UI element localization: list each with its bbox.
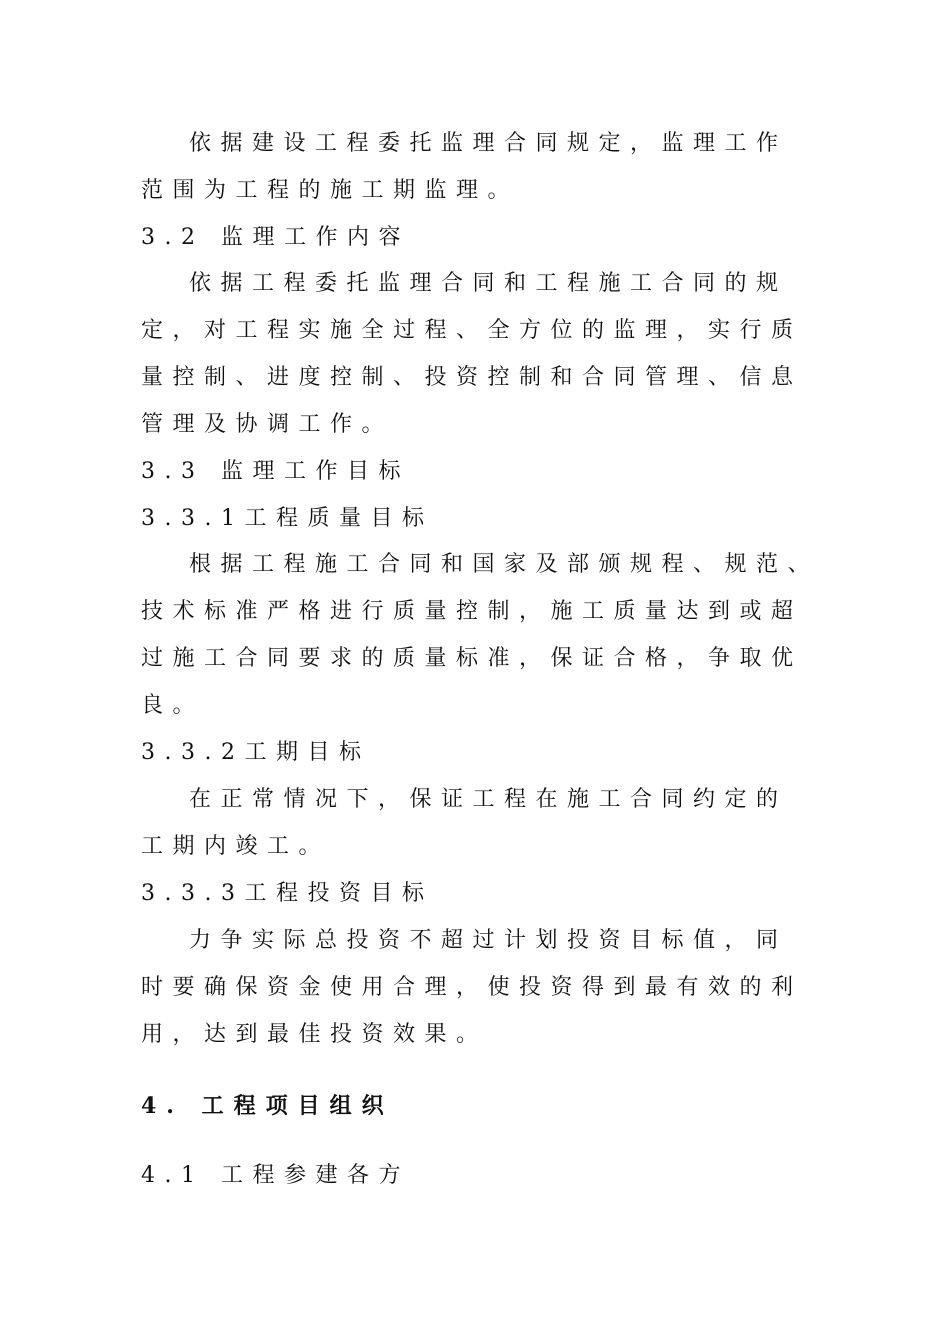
paragraph-line: 定，对工程实施全过程、全方位的监理，实行质 [141,318,803,343]
paragraph-line: 管理及协调工作。 [141,412,394,437]
paragraph-line: 工期内竣工。 [141,834,331,859]
paragraph-line: 过施工合同要求的质量标准，保证合格，争取优 [141,646,803,671]
paragraph-line: 力争实际总投资不超过计划投资目标值，同 [189,928,788,953]
paragraph-line: 依据建设工程委托监理合同规定，监理工作 [189,131,788,156]
paragraph-line: 用，达到最佳投资效果。 [141,1022,488,1047]
paragraph-line: 量控制、进度控制、投资控制和合同管理、信息 [141,365,803,390]
section-heading: 3.3 监理工作目标 [141,459,410,484]
paragraph-line: 范围为工程的施工期监理。 [141,178,520,203]
paragraph-line: 良。 [141,693,205,718]
section-heading: 4.1 工程参建各方 [141,1163,410,1188]
paragraph-line: 在正常情况下，保证工程在施工合同约定的 [189,787,788,812]
paragraph-line: 技术标准严格进行质量控制，施工质量达到或超 [141,599,803,624]
paragraph-line: 时要确保资金使用合理，使投资得到最有效的利 [141,975,803,1000]
subsection-heading: 3.3.3工程投资目标 [141,881,434,906]
chapter-heading: 4. 工程项目组织 [141,1093,394,1119]
section-heading: 3.2 监理工作内容 [141,225,410,250]
paragraph-line: 依据工程委托监理合同和工程施工合同的规 [189,271,788,296]
subsection-heading: 3.3.1工程质量目标 [141,506,434,531]
paragraph-line: 根据工程施工合同和国家及部颁规程、规范、 [189,552,820,577]
subsection-heading: 3.3.2工期目标 [141,740,371,765]
